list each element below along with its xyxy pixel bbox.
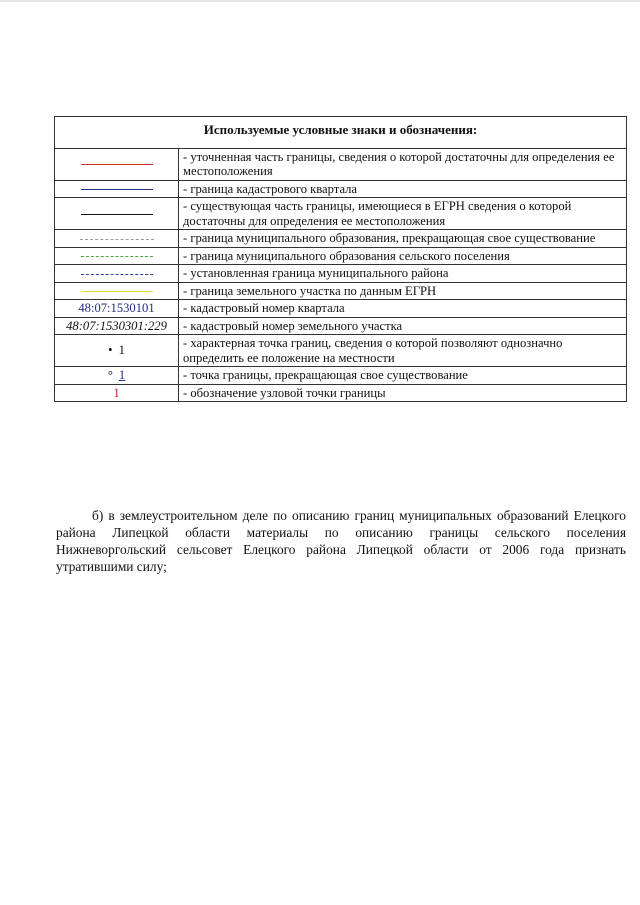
legend-description: - обозначение узловой точки границы — [179, 384, 627, 402]
legend-row — [55, 367, 627, 385]
legend-line-sample — [81, 291, 153, 292]
legend-row — [55, 180, 627, 198]
legend-line-sample — [81, 214, 153, 215]
legend-symbol-cell — [55, 180, 179, 198]
legend-symbol-cell — [55, 367, 179, 385]
legend-row — [55, 265, 627, 283]
legend-description: - характерная точка границ, сведения о которой позволяют однозначно определить ее положение на местности — [179, 335, 627, 367]
legend-description: - уточненная часть границы, сведения о которой достаточны для определения ее местоположения — [179, 148, 627, 180]
legend-row — [55, 282, 627, 300]
legend-description: - граница муниципального образования, прекращающая свое существование — [179, 230, 627, 248]
point-number-text: 1 — [118, 368, 126, 382]
legend-description: - кадастровый номер квартала — [179, 300, 627, 318]
legend-row — [55, 384, 627, 402]
legend-symbol-cell — [55, 265, 179, 283]
legend-symbol-text: 1 — [113, 385, 120, 400]
legend-description: - установленная граница муниципального района — [179, 265, 627, 283]
legend-row — [55, 230, 627, 248]
legend-description: - граница муниципального образования сельского поселения — [179, 247, 627, 265]
legend-body — [55, 148, 627, 402]
legend-symbol-cell — [55, 247, 179, 265]
point-number-text: 1 — [118, 343, 125, 358]
legend-row — [55, 300, 627, 318]
page-top-edge — [0, 0, 640, 2]
resolution-paragraph: б) в землеустроительном деле по описанию границ муниципальных образований Елецкого района Липецкой области материалы по описанию границы сельского поселения Нижневоргольский сельсовет Елецкого района Липецкой области от 2006 года признать утратившими силу; — [56, 508, 626, 575]
legend-description: - точка границы, прекращающая свое существование — [179, 367, 627, 385]
legend-row — [55, 148, 627, 180]
legend-symbol-cell — [55, 317, 179, 335]
legend-header-row — [55, 117, 627, 149]
legend-line-sample — [81, 189, 153, 190]
legend-line-sample — [81, 256, 153, 257]
legend-row — [55, 247, 627, 265]
legend-description: - существующая часть границы, имеющиеся в ЕГРН сведения о которой достаточны для определения ее местоположения — [179, 198, 627, 230]
legend-line-sample — [81, 164, 153, 165]
legend-row — [55, 317, 627, 335]
legend-symbol-cell — [55, 230, 179, 248]
legend-symbol-cell — [55, 282, 179, 300]
legend-description: - граница земельного участка по данным ЕГРН — [179, 282, 627, 300]
legend-row — [55, 198, 627, 230]
legend-symbol-text: 48:07:1530101 — [78, 301, 155, 315]
point-marker-icon: ° — [107, 368, 113, 382]
legend-line-sample — [81, 274, 153, 275]
legend-symbol-cell — [55, 198, 179, 230]
legend-description: - граница кадастрового квартала — [179, 180, 627, 198]
legend-symbol-cell — [55, 148, 179, 180]
legend-description: - кадастровый номер земельного участка — [179, 317, 627, 335]
legend-title: Используемые условные знаки и обозначения: — [55, 117, 627, 149]
legend-symbol-cell — [55, 335, 179, 367]
legend-symbol-cell — [55, 384, 179, 402]
legend-symbol-cell — [55, 300, 179, 318]
point-marker-icon: • — [108, 343, 113, 358]
legend-symbol-text: 48:07:1530301:229 — [66, 318, 167, 333]
legend-table — [54, 116, 627, 402]
legend-line-sample — [80, 239, 154, 240]
legend-row — [55, 335, 627, 367]
